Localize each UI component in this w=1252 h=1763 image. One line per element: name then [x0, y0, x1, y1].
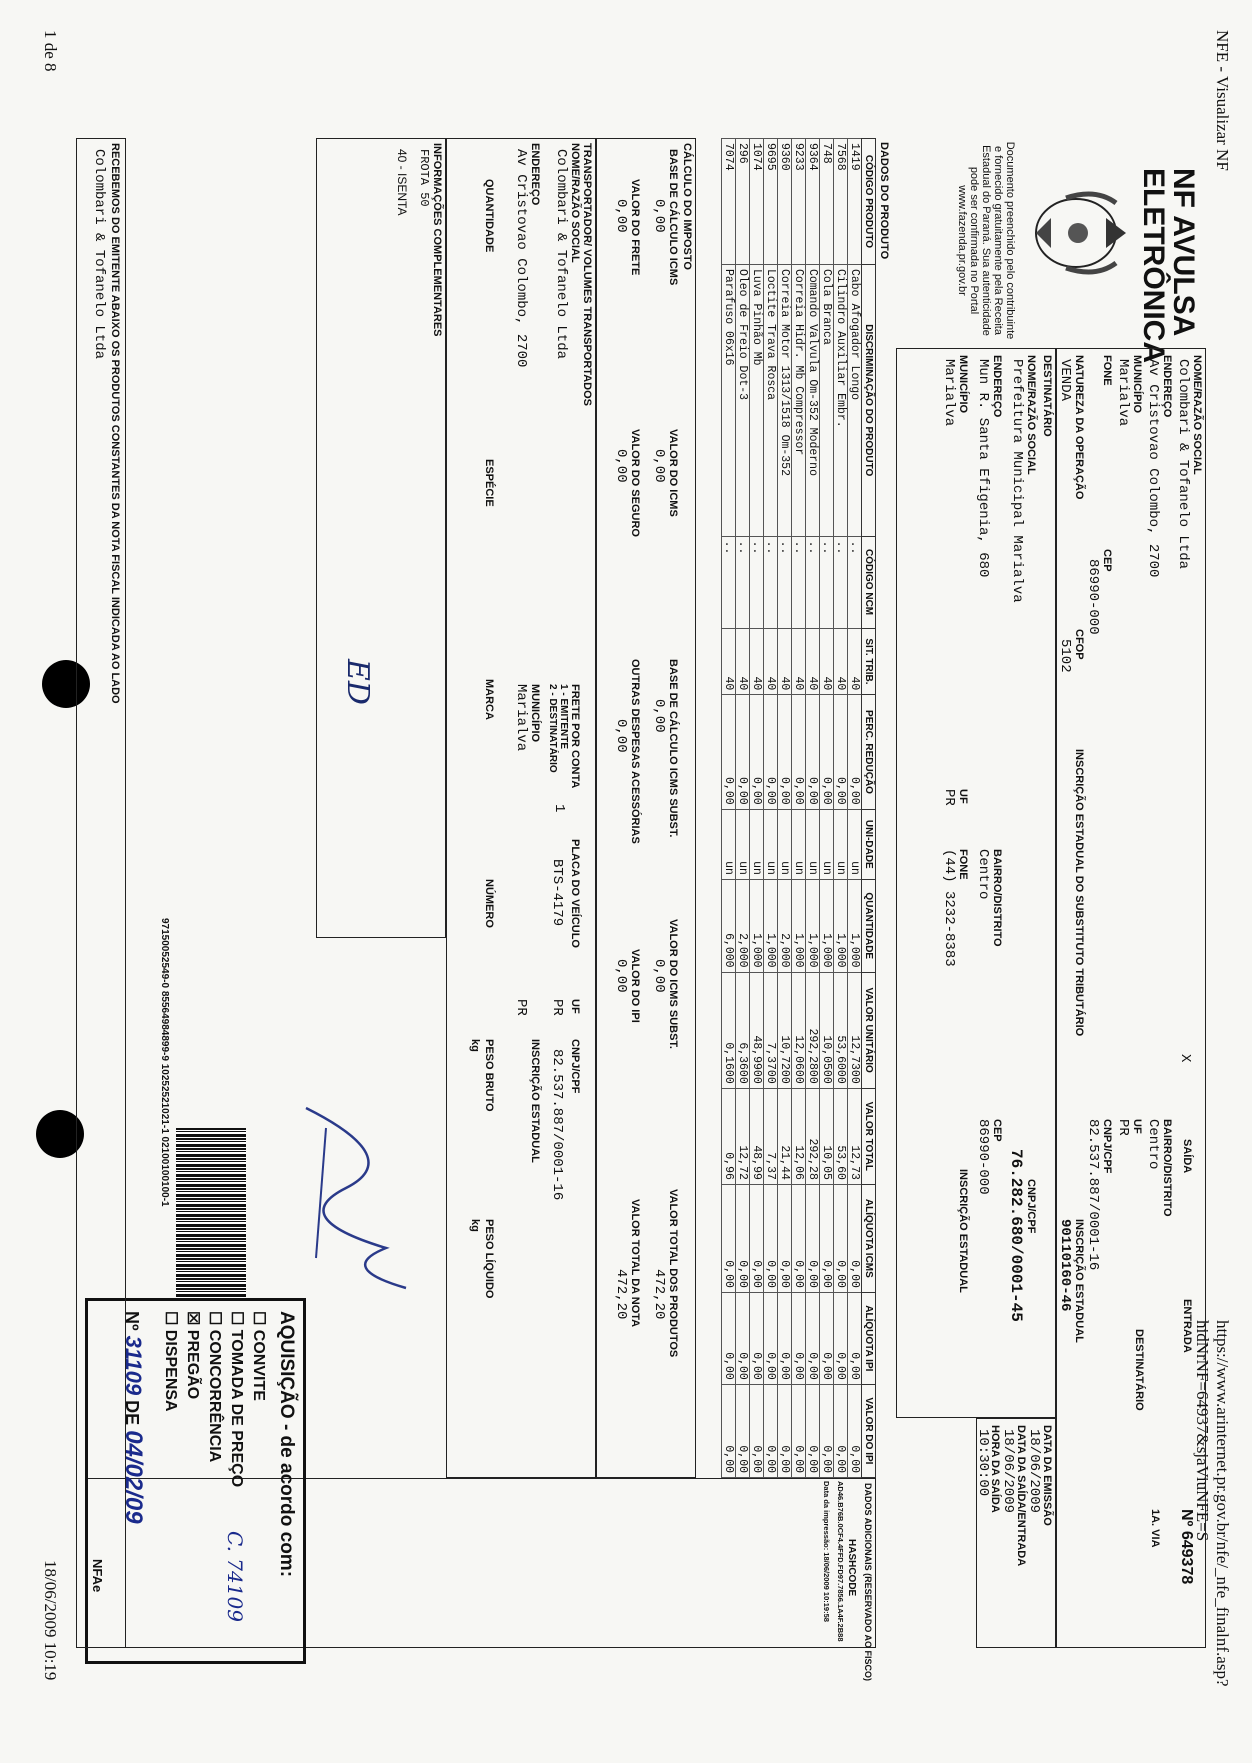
- info-section-label: INFORMAÇÕES COMPLEMENTARES: [431, 143, 443, 337]
- ipi: 0,00: [613, 959, 629, 993]
- ie: 90110160-46: [1057, 1219, 1073, 1312]
- info-line2: 40 - ISENTA: [395, 149, 409, 216]
- table-cell: 40: [750, 628, 764, 695]
- v-prod: 472,20: [651, 1269, 667, 1320]
- table-cell: 0,00: [820, 1384, 834, 1477]
- table-cell: 7074: [722, 139, 736, 265]
- seguro-label: VALOR DO SEGURO: [629, 429, 641, 537]
- transp-uf-label: UF: [569, 999, 581, 1014]
- saida-label: SAÍDA: [1181, 1139, 1193, 1174]
- produtos-col-header: SIT. TRIB.: [862, 628, 876, 695]
- table-cell: 0,00: [750, 1184, 764, 1292]
- table-cell: 0,00: [820, 1292, 834, 1384]
- frete: 0,00: [613, 199, 629, 233]
- table-cell: Cilindro Auxiliar Embr.: [834, 264, 848, 536]
- signature-scribble: [286, 1098, 426, 1298]
- table-cell: un: [792, 809, 806, 879]
- table-cell: 748: [820, 139, 834, 265]
- table-cell: 292,28: [806, 1088, 820, 1184]
- table-cell: 0,96: [722, 1088, 736, 1184]
- table-row: [736, 139, 750, 1478]
- hora-saida: 10:30:00: [975, 1429, 991, 1497]
- table-cell: 12,7300: [848, 972, 862, 1088]
- table-cell: 0,00: [778, 695, 792, 809]
- recebemos-block: [76, 138, 126, 1648]
- peso-liq-label: PESO LÍQUIDO: [483, 1219, 495, 1299]
- table-cell: Luva Pinhão Mb: [750, 264, 764, 536]
- table-cell: 0,00: [834, 695, 848, 809]
- produtos-table: [721, 138, 876, 1478]
- numero-label: NÚMERO: [483, 879, 495, 928]
- stamp-opt-dispensa: ☐ DISPENSA: [162, 1311, 179, 1412]
- table-cell: 1,000: [792, 879, 806, 972]
- table-cell: 40: [792, 628, 806, 695]
- dest-fone-label: FONE: [957, 849, 969, 880]
- table-cell: 0,00: [806, 1184, 820, 1292]
- table-cell: 1,000: [834, 879, 848, 972]
- stamp-opt5-text: DISPENSA: [162, 1329, 179, 1412]
- table-cell: 40: [820, 628, 834, 695]
- dest-cep-label: CEP: [991, 1119, 1003, 1142]
- emitente-block: [1056, 348, 1206, 1648]
- table-cell: 0,00: [736, 695, 750, 809]
- emit-bairro-label: BAIRRO/DISTRITO: [1161, 1119, 1173, 1217]
- stamp-date: 04/02/09: [120, 1430, 147, 1524]
- table-cell: 1,000: [848, 879, 862, 972]
- table-cell: 9233: [792, 139, 806, 265]
- table-cell: 40: [778, 628, 792, 695]
- page-count: 1 de 8: [41, 30, 60, 72]
- produtos-col-header: ALÍQUOTA ICMS: [862, 1184, 876, 1292]
- v-nota-label: VALOR TOTAL DA NOTA: [629, 1199, 641, 1328]
- handwritten-initials: ED: [340, 659, 375, 705]
- table-cell: 6,000: [722, 879, 736, 972]
- natureza: VENDA: [1057, 359, 1073, 402]
- transp-uf: PR: [549, 999, 565, 1016]
- table-cell: 0,00: [750, 1384, 764, 1477]
- produtos-body: [722, 139, 862, 1478]
- dest-nome: Prefeitura Municipal Marialva: [1009, 359, 1025, 603]
- emit-cep: 86990-000: [1085, 559, 1101, 635]
- table-cell: ..: [834, 536, 848, 628]
- dest-cnpj-label: CNPJ/CPF: [1025, 1179, 1037, 1234]
- table-cell: ..: [848, 536, 862, 628]
- table-cell: Cola Branca: [820, 264, 834, 536]
- emit-uf-label: UF: [1131, 1119, 1143, 1134]
- dest-cep: 86990-000: [975, 1119, 991, 1195]
- emit-nome-label: NOME/RAZÃO SOCIAL: [1191, 355, 1203, 475]
- table-cell: 9364: [806, 139, 820, 265]
- hashcode: AD46.B76B.0CF4.4FFD.FD97.7856.1A4F.2B88: [836, 1481, 845, 1642]
- data-impressao: Data da impressão: 18/06/2009 10:19:58: [822, 1481, 831, 1622]
- bc-st-label: BASE DE CÁLCULO ICMS SUBST.: [667, 659, 679, 838]
- table-cell: 0,00: [722, 1384, 736, 1477]
- table-cell: ..: [820, 536, 834, 628]
- table-cell: un: [848, 809, 862, 879]
- parana-coat-of-arms-icon: [1026, 178, 1136, 288]
- table-cell: 40: [806, 628, 820, 695]
- data-emissao-label: DATA DA EMISSÃO: [1041, 1425, 1053, 1526]
- table-cell: 0,00: [778, 1384, 792, 1477]
- nf-title-line1: NF AVULSA: [1167, 168, 1200, 337]
- table-cell: 21,44: [778, 1088, 792, 1184]
- cfop: 5102: [1057, 639, 1073, 673]
- table-cell: 7,37: [764, 1088, 778, 1184]
- emit-endereco-label: ENDEREÇO: [1161, 355, 1173, 418]
- marca-label: MARCA: [483, 679, 495, 720]
- table-cell: 0,00: [778, 1292, 792, 1384]
- table-cell: 292,2800: [806, 972, 820, 1088]
- table-cell: 0,00: [820, 695, 834, 809]
- table-cell: 12,0600: [792, 972, 806, 1088]
- imposto-section-label: CÁLCULO DO IMPOSTO: [681, 143, 693, 270]
- table-cell: 12,06: [792, 1088, 806, 1184]
- rotated-document: [38, 20, 1238, 1720]
- table-cell: 1,000: [820, 879, 834, 972]
- table-cell: 0,00: [848, 1384, 862, 1477]
- nota-fiscal: [76, 138, 1206, 1682]
- transp-uf2: PR: [513, 999, 529, 1016]
- emit-municipio-label: MUNICÍPIO: [1131, 355, 1143, 414]
- table-cell: 0,00: [736, 1292, 750, 1384]
- hashcode-label: HASHCODE: [846, 1539, 857, 1597]
- table-row: [834, 139, 848, 1478]
- peso-liq-unit: kg: [469, 1219, 481, 1232]
- table-cell: un: [820, 809, 834, 879]
- barcode-number: 97150052549-0 85564984899-9 10252521021-1 02100100100-1: [159, 918, 170, 1207]
- imposto-block: [596, 138, 696, 1478]
- data-saida-label: DATA DA SAÍDA/ENTRADA: [1015, 1425, 1027, 1567]
- table-cell: 40: [722, 628, 736, 695]
- bc-st: 0,00: [651, 699, 667, 733]
- stamp-num-label: Nº: [122, 1311, 142, 1331]
- title-block: [896, 138, 1206, 363]
- transp-nome: Colombari & Tofanelo Ltda: [553, 149, 569, 360]
- table-cell: 10,05: [820, 1088, 834, 1184]
- nf-numero: Nº 649378: [1178, 1509, 1195, 1585]
- table-cell: 1419: [848, 139, 862, 265]
- ie-label: INSCRIÇÃO ESTADUAL: [1073, 1219, 1085, 1343]
- browser-header-url: https://www.arinternet.pr.gov.br/nfe/_nfe_finalnf.asp?hidNrNF=64937&sjaViuNFE=S: [1193, 1320, 1232, 1687]
- table-cell: 0,00: [806, 1292, 820, 1384]
- transp-frete-label: FRETE POR CONTA: [569, 684, 581, 789]
- destinatario-block: [896, 348, 1056, 1418]
- table-cell: ..: [806, 536, 820, 628]
- stamp-title: AQUISIÇÃO - de acordo com:: [276, 1311, 297, 1578]
- nf-title: [1138, 168, 1198, 363]
- table-cell: 1,000: [806, 879, 820, 972]
- emit-nome: Colombari & Tofanelo Ltda: [1175, 359, 1191, 570]
- v-st-label: VALOR DO ICMS SUBST.: [667, 919, 679, 1049]
- table-cell: 0,00: [722, 1292, 736, 1384]
- produtos-col-header: PERC. REDUÇÃO: [862, 695, 876, 809]
- table-cell: 0,00: [750, 1292, 764, 1384]
- dest-ie-label: INSCRIÇÃO ESTADUAL: [957, 1169, 969, 1293]
- table-cell: ..: [792, 536, 806, 628]
- table-cell: 7,3700: [764, 972, 778, 1088]
- table-cell: 9695: [764, 139, 778, 265]
- table-cell: 12,73: [848, 1088, 862, 1184]
- dest-municipio: Marialva: [941, 359, 957, 427]
- table-cell: 53,6000: [834, 972, 848, 1088]
- transp-frete-val: 1: [551, 804, 567, 813]
- saida-mark: X: [1177, 1054, 1193, 1063]
- table-cell: un: [750, 809, 764, 879]
- produtos-col-header: VALOR TOTAL: [862, 1088, 876, 1184]
- table-cell: ..: [750, 536, 764, 628]
- table-cell: 0,00: [848, 1184, 862, 1292]
- table-cell: 0,00: [834, 1292, 848, 1384]
- stamp-num: 31109: [121, 1335, 146, 1396]
- transp-municipio-label: MUNICÍPIO: [529, 684, 541, 743]
- stamp-handwritten-code: C. 74109: [223, 1531, 247, 1622]
- table-cell: 10,7200: [778, 972, 792, 1088]
- table-cell: un: [778, 809, 792, 879]
- table-cell: 10,0500: [820, 972, 834, 1088]
- natureza-label: NATUREZA DA OPERAÇÃO: [1073, 355, 1085, 500]
- transp-endereco: Av Cristovao Colombo, 2700: [513, 149, 529, 368]
- data-saida: 18/06/2009: [1000, 1429, 1016, 1514]
- table-cell: un: [722, 809, 736, 879]
- stamp-opt-convite: ☐ CONVITE: [250, 1311, 267, 1401]
- table-cell: ..: [778, 536, 792, 628]
- datas-block: [976, 1418, 1056, 1648]
- table-cell: Oleo de Freio Dot-3: [736, 264, 750, 536]
- nfae-label: NFAe: [90, 1559, 105, 1593]
- ipi-label: VALOR DO IPI: [629, 949, 641, 1023]
- seguro: 0,00: [613, 449, 629, 483]
- dest-nome-label: NOME/RAZÃO SOCIAL: [1025, 355, 1037, 475]
- barcode: [176, 1128, 246, 1298]
- transp-ie-label: INSCRIÇÃO ESTADUAL: [529, 1039, 541, 1163]
- table-cell: 1,000: [750, 879, 764, 972]
- emit-endereco: Av Cristovao Colombo, 2700: [1145, 359, 1161, 578]
- table-cell: 0,00: [806, 695, 820, 809]
- transp-cnpj: 82.537.887/0001-16: [549, 1049, 565, 1201]
- v-prod-label: VALOR TOTAL DOS PRODUTOS: [667, 1189, 679, 1358]
- table-cell: 0,1600: [722, 972, 736, 1088]
- table-cell: 48,9900: [750, 972, 764, 1088]
- table-cell: 9360: [778, 139, 792, 265]
- table-cell: un: [806, 809, 820, 879]
- stamp-opt4-text: PREGÃO: [184, 1329, 201, 1400]
- info-compl-block: [316, 138, 446, 938]
- table-cell: 40: [834, 628, 848, 695]
- dest-uf-label: UF: [957, 789, 969, 804]
- produtos-col-header: VALOR UNITÁRIO: [862, 972, 876, 1088]
- nf-title-line2: ELETRÔNICA: [1137, 168, 1170, 363]
- destinatario-via-label: DESTINATÁRIO: [1133, 1329, 1145, 1411]
- hora-saida-label: HORA DA SAÍDA: [989, 1425, 1001, 1513]
- info-line1: FROTA 50: [417, 149, 431, 207]
- table-cell: Cabo Afogador Longo: [848, 264, 862, 536]
- dest-bairro: Centro: [975, 849, 991, 900]
- table-cell: Loctite Trava Rosca: [764, 264, 778, 536]
- table-cell: 40: [736, 628, 750, 695]
- table-cell: 0,00: [792, 1292, 806, 1384]
- transp-endereco-label: ENDEREÇO: [529, 143, 541, 206]
- table-cell: 2,000: [736, 879, 750, 972]
- v-icms: 0,00: [651, 449, 667, 483]
- table-cell: Correia Motor 1313/1518 Om-352: [778, 264, 792, 536]
- produtos-col-header: ALÍQUOTA IPI: [862, 1292, 876, 1384]
- cfop-label: CFOP: [1073, 629, 1085, 660]
- table-cell: 53,60: [834, 1088, 848, 1184]
- table-cell: un: [764, 809, 778, 879]
- produtos-col-header: DISCRIMINAÇÃO DO PRODUTO: [862, 264, 876, 536]
- dest-endereco-label: ENDEREÇO: [991, 355, 1003, 418]
- dest-municipio-label: MUNICÍPIO: [957, 355, 969, 414]
- table-row: [722, 139, 736, 1478]
- stamp-opt2-text: TOMADA DE PREÇO: [228, 1329, 245, 1488]
- produtos-col-header: VALOR DO IPI: [862, 1384, 876, 1477]
- table-cell: 0,00: [736, 1384, 750, 1477]
- table-cell: Parafuso 06x16: [722, 264, 736, 536]
- v-st: 0,00: [651, 959, 667, 993]
- transp-section-label: TRANSPORTADOR/ VOLUMES TRANSPORTADOS: [581, 143, 593, 406]
- frete-label: VALOR DO FRETE: [629, 179, 641, 276]
- table-cell: 0,00: [736, 1184, 750, 1292]
- table-cell: 0,00: [792, 1184, 806, 1292]
- table-cell: 1074: [750, 139, 764, 265]
- qtd-label: QUANTIDADE: [483, 179, 495, 253]
- table-cell: 7568: [834, 139, 848, 265]
- emit-fone-label: FONE: [1101, 355, 1113, 386]
- transp-municipio: Marialva: [513, 684, 529, 752]
- dados-adic-label: DADOS ADICIONAIS (RESERVADO AO FISCO): [863, 1483, 873, 1682]
- table-cell: 6,3600: [736, 972, 750, 1088]
- stamp-opt-pregao: ☒ PREGÃO: [184, 1311, 201, 1400]
- table-cell: 0,00: [722, 1184, 736, 1292]
- transp-nome-label: NOME/RAZÃO SOCIAL: [569, 143, 581, 263]
- table-cell: 0,00: [848, 695, 862, 809]
- transp-frete-opt2: 2 - DESTINATÁRIO: [547, 684, 558, 773]
- table-row: [778, 139, 792, 1478]
- produtos-col-header: CÓDIGO PRODUTO: [862, 139, 876, 265]
- recebemos-text: RECEBEMOS DO EMITENTE ABAIXO OS PRODUTOS CONSTANTES DA NOTA FISCAL INDICADA AO LADO: [109, 143, 121, 704]
- placa-label: PLACA DO VEÍCULO: [569, 839, 581, 948]
- table-cell: 0,00: [792, 695, 806, 809]
- table-cell: 12,72: [736, 1088, 750, 1184]
- print-datetime: 18/06/2009 10:19: [41, 1560, 60, 1681]
- table-cell: 0,00: [778, 1184, 792, 1292]
- dest-bairro-label: BAIRRO/DISTRITO: [991, 849, 1003, 947]
- produtos-section-label: DADOS DO PRODUTO: [878, 142, 890, 260]
- produtos-col-header: CÓDIGO NCM: [862, 536, 876, 628]
- transp-cnpj-label: CNPJ/CPF: [569, 1039, 581, 1094]
- dest-cnpj: 76.282.680/0001-45: [1007, 1149, 1025, 1322]
- table-cell: Comando Valvula Om-352 Moderno: [806, 264, 820, 536]
- dest-endereco: Mun R. Santa Efigenia, 680: [975, 359, 991, 578]
- table-cell: 0,00: [792, 1384, 806, 1477]
- table-cell: ..: [722, 536, 736, 628]
- table-cell: 0,00: [764, 1292, 778, 1384]
- stamp-opt-tomada: ☐ TOMADA DE PREÇO: [228, 1311, 245, 1488]
- table-cell: ..: [736, 536, 750, 628]
- table-row: [820, 139, 834, 1478]
- table-cell: 0,00: [834, 1184, 848, 1292]
- table-cell: 0,00: [722, 695, 736, 809]
- data-emissao: 18/06/2009: [1026, 1429, 1042, 1514]
- table-cell: 296: [736, 139, 750, 265]
- stamp-opt1-text: CONVITE: [250, 1329, 267, 1401]
- table-row: [848, 139, 862, 1478]
- emit-bairro: Centro: [1145, 1119, 1161, 1170]
- table-cell: 0,00: [750, 695, 764, 809]
- table-cell: 48,99: [750, 1088, 764, 1184]
- table-cell: 0,00: [764, 1184, 778, 1292]
- nf-via: 1A. VIA: [1149, 1509, 1161, 1548]
- emit-cnpj: 82.537.887/0001-16: [1085, 1119, 1101, 1271]
- especie-label: ESPÉCIE: [483, 459, 495, 507]
- table-cell: ..: [764, 536, 778, 628]
- ie-st-label: INSCRIÇÃO ESTADUAL DO SUBSTITUTO TRIBUTÁRIO: [1073, 749, 1085, 1037]
- emit-cnpj-label: CNPJ/CPF: [1101, 1119, 1113, 1174]
- bc-icms-label: BASE DE CÁLCULO ICMS: [667, 149, 679, 286]
- table-cell: 1,000: [764, 879, 778, 972]
- peso-bruto-unit: kg: [469, 1039, 481, 1052]
- table-cell: 0,00: [834, 1384, 848, 1477]
- table-cell: 0,00: [764, 695, 778, 809]
- v-nota: 472,20: [613, 1269, 629, 1320]
- stamp-opt-concorrencia: ☐ CONCORRÊNCIA: [206, 1311, 223, 1463]
- table-cell: 0,00: [820, 1184, 834, 1292]
- bc-icms: 0,00: [651, 199, 667, 233]
- table-cell: 0,00: [764, 1384, 778, 1477]
- stamp-de-label: DE: [122, 1400, 142, 1426]
- emit-cep-label: CEP: [1101, 549, 1113, 572]
- table-cell: 40: [848, 628, 862, 695]
- emit-uf: PR: [1115, 1119, 1131, 1136]
- table-cell: 40: [764, 628, 778, 695]
- table-cell: 0,00: [806, 1384, 820, 1477]
- table-cell: un: [834, 809, 848, 879]
- table-cell: Correia Hidr. Mb Compressor: [792, 264, 806, 536]
- stamp-opt3-text: CONCORRÊNCIA: [206, 1329, 223, 1463]
- table-row: [806, 139, 820, 1478]
- table-cell: 2,000: [778, 879, 792, 972]
- dest-fone: (44) 3232-8383: [941, 849, 957, 967]
- produtos-header-row: [862, 139, 876, 1478]
- browser-header-title: NFE - Visualizar NF: [1213, 30, 1232, 171]
- outras: 0,00: [613, 719, 629, 753]
- peso-bruto-label: PESO BRUTO: [483, 1039, 495, 1112]
- emit-municipio: Marialva: [1115, 359, 1131, 427]
- doc-note: Documento preenchido pelo contribuinte e fornecido gratuitamente pela Receita Estadual do Paraná. Sua autenticidade pode ser confirmada no Portal www.fazenda.pr.gov.br: [956, 141, 1016, 340]
- dest-uf: PR: [941, 789, 957, 806]
- transp-frete-opt1: 1 - EMITENTE: [558, 684, 569, 750]
- table-row: [792, 139, 806, 1478]
- table-cell: un: [736, 809, 750, 879]
- table-row: [764, 139, 778, 1478]
- table-row: [750, 139, 764, 1478]
- dest-section-label: DESTINATÁRIO: [1041, 355, 1053, 437]
- produtos-col-header: QUANTIDADE: [862, 879, 876, 972]
- entrada-label: ENTRADA: [1181, 1299, 1193, 1353]
- transportador-block: [446, 138, 596, 1478]
- recebemos-nome: Colombari & Tofanelo Ltda: [91, 149, 107, 360]
- placa: BTS-4179: [549, 859, 565, 927]
- table-cell: 0,00: [848, 1292, 862, 1384]
- produtos-col-header: UNI-DADE: [862, 809, 876, 879]
- outras-label: OUTRAS DESPESAS ACESSÓRIAS: [629, 659, 641, 844]
- v-icms-label: VALOR DO ICMS: [667, 429, 679, 517]
